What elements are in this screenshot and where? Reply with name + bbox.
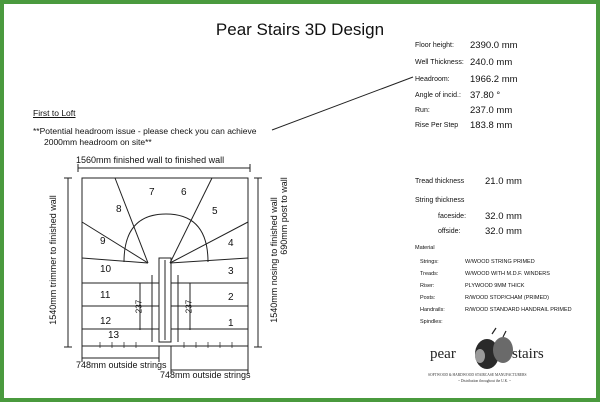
faceside-label: faceside: — [438, 213, 467, 220]
material-label-riser: Riser: — [420, 283, 435, 289]
section-label: First to Loft — [33, 108, 76, 118]
step-number-8: 8 — [116, 204, 122, 215]
step-number-6: 6 — [181, 187, 187, 198]
faceside-value: 32.0 mm — [485, 211, 522, 222]
step-number-11: 11 — [100, 290, 111, 301]
tread-thickness-value: 21.0 mm — [485, 176, 522, 187]
spec-label-rise: Rise Per Step — [415, 122, 459, 129]
step-number-10: 10 — [100, 264, 112, 275]
well-dimension-left: 237 — [134, 299, 144, 314]
spec-value-well-thickness: 240.0 mm — [470, 57, 513, 68]
offside-label: offside: — [438, 228, 461, 235]
material-value-handrails: R/WOOD STANDARD HANDRAIL PRIMED — [465, 307, 572, 313]
spec-label-run: Run: — [415, 107, 430, 114]
spec-label-floor-height: Floor height: — [415, 42, 454, 49]
material-value-treads: W/WOOD WITH M.D.F. WINDERS — [465, 271, 550, 277]
step-number-13: 13 — [108, 330, 120, 341]
leader-line — [272, 77, 413, 130]
left-dimension-label: 1540mm trimmer to finished wall — [48, 195, 58, 325]
logo-word-right: stairs — [512, 346, 544, 362]
spec-value-headroom: 1966.2 mm — [470, 74, 518, 85]
step-number-9: 9 — [100, 236, 106, 247]
spec-label-well-thickness: Well Thickness: — [415, 59, 464, 66]
step-number-12: 12 — [100, 316, 112, 327]
material-value-riser: PLYWOOD 9MM THICK — [465, 283, 525, 289]
material-label-posts: Posts: — [420, 295, 436, 301]
bottom-dimension-label-2: 748mm outside strings — [160, 370, 251, 380]
material-heading: Material — [415, 245, 435, 251]
logo-tagline-2: ~ Distribution throughout the U.K. ~ — [458, 379, 511, 383]
headroom-warning-line2: 2000mm headroom on site** — [44, 137, 152, 147]
well-dimension-right: 237 — [184, 299, 194, 314]
step-number-1: 1 — [228, 318, 234, 329]
string-thickness-label: String thickness — [415, 197, 465, 204]
material-label-spindles: Spindles: — [420, 319, 443, 325]
headroom-warning-line1: **Potential headroom issue - please check you can achieve — [33, 126, 257, 136]
material-label-handrails: Handrails: — [420, 307, 445, 313]
material-label-treads: Treads: — [420, 271, 439, 277]
spec-value-run: 237.0 mm — [470, 105, 513, 116]
logo-tagline-1: SOFTWOOD & HARDWOOD STAIRCASE MANUFACTURERS — [428, 373, 527, 377]
spec-label-headroom: Headroom: — [415, 76, 450, 83]
bottom-dimension-label-1: 748mm outside strings — [76, 360, 167, 370]
offside-value: 32.0 mm — [485, 226, 522, 237]
logo-word-left: pear — [430, 346, 456, 362]
right-inner-dimension-label: 690mm post to wall — [279, 177, 289, 255]
tread-thickness-label: Tread thickness — [415, 178, 465, 185]
step-number-2: 2 — [228, 292, 234, 303]
material-value-strings: W/WOOD STRING PRIMED — [465, 259, 535, 265]
page-title: Pear Stairs 3D Design — [215, 20, 385, 39]
material-value-posts: R/WOOD STOP/CHAM (PRIMED) — [465, 295, 549, 301]
material-label-strings: Strings: — [420, 259, 439, 265]
spec-value-rise: 183.8 mm — [470, 120, 513, 131]
step-number-3: 3 — [228, 266, 234, 277]
winder-arc — [124, 214, 208, 262]
spec-value-floor-height: 2390.0 mm — [470, 40, 518, 51]
step-number-5: 5 — [212, 206, 218, 217]
right-outer-dimension-label: 1540mm nosing to finished wall — [269, 197, 279, 323]
top-dimension-label: 1560mm finished wall to finished wall — [76, 155, 225, 165]
spec-value-angle: 37.80 ° — [470, 90, 501, 101]
step-number-7: 7 — [149, 187, 155, 198]
spec-label-angle: Angle of incid.: — [415, 92, 461, 99]
pear-logo-icon — [475, 328, 513, 369]
step-number-4: 4 — [228, 238, 234, 249]
